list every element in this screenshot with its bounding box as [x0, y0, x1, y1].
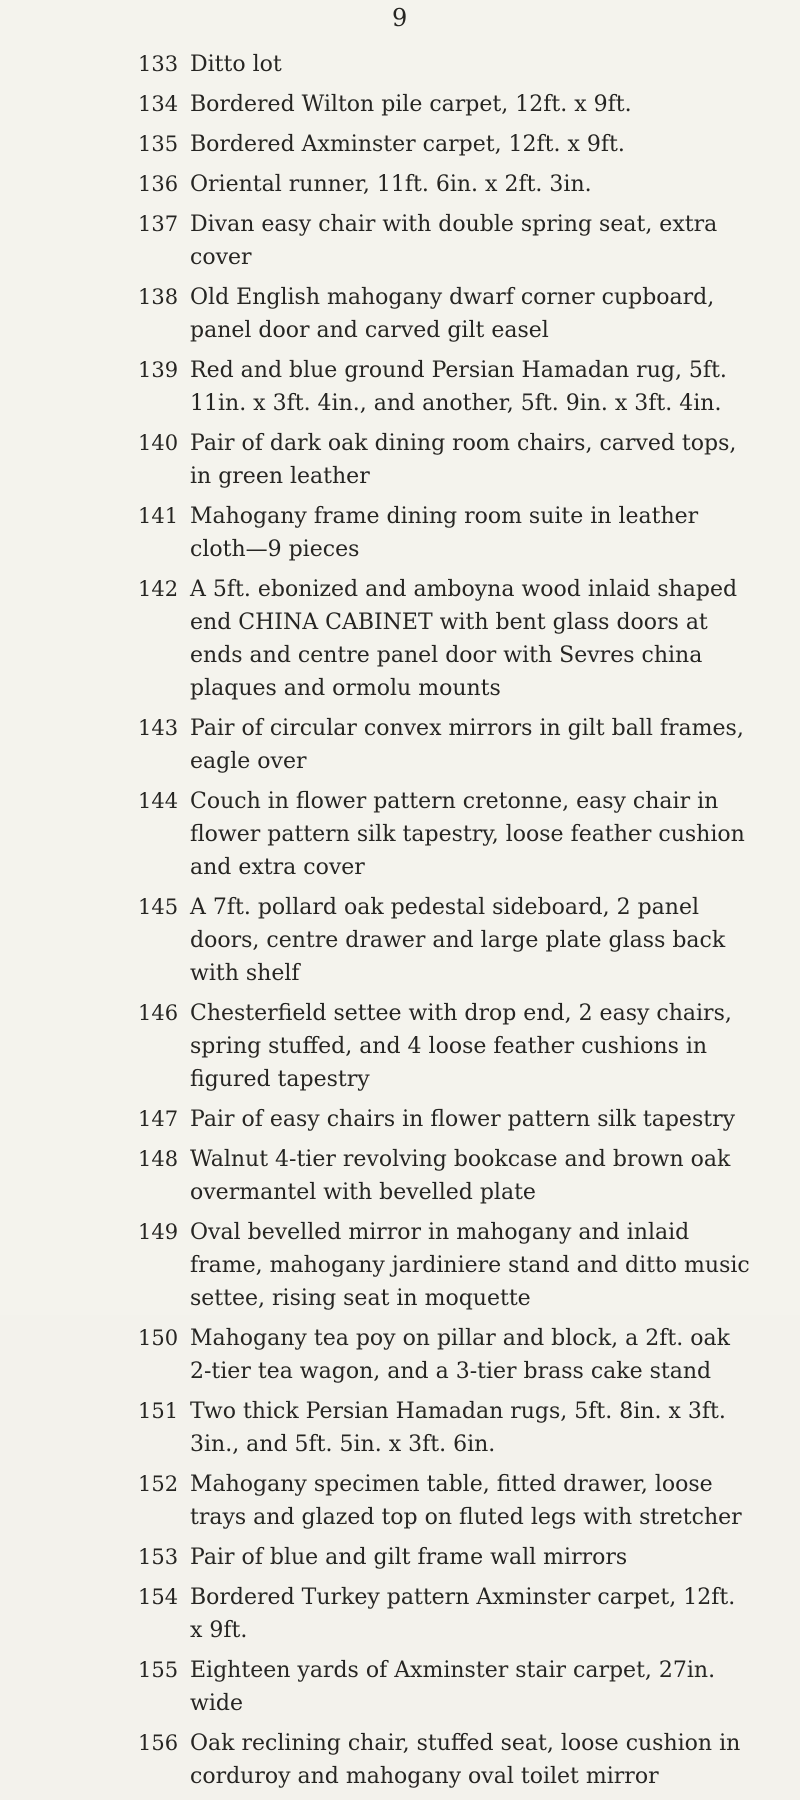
lot-entry [140, 168, 750, 201]
lot-description: Bordered Turkey pattern Axminster carpet, 12ft. x 9ft. [190, 1585, 736, 1643]
lot-description: Mahogany frame dining room suite in leather cloth—9 pieces [190, 504, 699, 562]
lot-number: 142 [138, 577, 179, 601]
lot-entry [140, 1216, 750, 1315]
lot-entry [140, 208, 750, 274]
lot-description: A 7ft. pollard oak pedestal sideboard, 2 panel doors, centre drawer and large plate glass back with shelf [190, 895, 726, 986]
lot-number: 156 [138, 1731, 179, 1755]
lot-description: Ditto lot [190, 52, 282, 77]
lot-number: 137 [138, 212, 179, 236]
lot-list [0, 48, 800, 1800]
lot-description: Bordered Axminster carpet, 12ft. x 9ft. [190, 132, 625, 157]
lot-number: 152 [138, 1472, 179, 1496]
lot-description: Two thick Persian Hamadan rugs, 5ft. 8in. x 3ft. 3in., and 5ft. 5in. x 3ft. 6in. [190, 1399, 726, 1457]
lot-entry [140, 1395, 750, 1461]
lot-number: 155 [138, 1658, 179, 1682]
lot-description: Bordered Wilton pile carpet, 12ft. x 9ft. [190, 92, 632, 117]
lot-number: 139 [138, 358, 179, 382]
lot-entry [140, 1143, 750, 1209]
lot-description: Red and blue ground Persian Hamadan rug, 5ft. 11in. x 3ft. 4in., and another, 5ft. 9in. x 3ft. 4in. [190, 358, 727, 416]
lot-description: A 5ft. ebonized and amboyna wood inlaid shaped end CHINA CABINET with bent glass doors at ends and centre panel door with Sevres china plaques and ormolu mounts [190, 577, 738, 701]
lot-number: 138 [138, 285, 179, 309]
lot-number: 141 [138, 504, 179, 528]
lot-entry [140, 88, 750, 121]
lot-number: 143 [138, 716, 179, 740]
lot-description: Old English mahogany dwarf corner cupboard, panel door and carved gilt easel [190, 285, 715, 343]
lot-number: 153 [138, 1545, 179, 1569]
lot-entry [140, 500, 750, 566]
page-number: 9 [392, 4, 408, 32]
lot-number: 154 [138, 1585, 179, 1609]
lot-entry [140, 573, 750, 705]
lot-description: Oval bevelled mirror in mahogany and inlaid frame, mahogany jardiniere stand and ditto music settee, rising seat in moquette [190, 1220, 750, 1311]
lot-description: Walnut 4-tier revolving bookcase and brown oak overmantel with bevelled plate [190, 1147, 731, 1205]
lot-entry [140, 281, 750, 347]
lot-number: 147 [138, 1107, 179, 1131]
lot-entry [140, 48, 750, 81]
lot-description: Couch in flower pattern cretonne, easy chair in flower pattern silk tapestry, loose feather cushion and extra cover [190, 789, 745, 880]
lot-description: Mahogany specimen table, fitted drawer, loose trays and glazed top on fluted legs with stretcher [190, 1472, 742, 1530]
lot-number: 145 [138, 895, 179, 919]
lot-entry [140, 785, 750, 884]
lot-entry [140, 997, 750, 1096]
lot-description: Eighteen yards of Axminster stair carpet, 27in. wide [190, 1658, 716, 1716]
lot-description: Mahogany tea poy on pillar and block, a 2ft. oak 2-tier tea wagon, and a 3-tier brass cake stand [190, 1326, 730, 1384]
lot-description: Chesterfield settee with drop end, 2 easy chairs, spring stuffed, and 4 loose feather cushions in figured tapestry [190, 1001, 732, 1092]
lot-entry [140, 712, 750, 778]
lot-number: 133 [138, 52, 179, 76]
lot-entry [140, 1103, 750, 1136]
lot-entry [140, 427, 750, 493]
lot-number: 136 [138, 172, 179, 196]
lot-description: Divan easy chair with double spring seat, extra cover [190, 212, 718, 270]
lot-number: 146 [138, 1001, 179, 1025]
lot-entry [140, 1581, 750, 1647]
lot-number: 150 [138, 1326, 179, 1350]
lot-entry [140, 1727, 750, 1793]
lot-description: Pair of blue and gilt frame wall mirrors [190, 1545, 628, 1570]
lot-number: 140 [138, 431, 179, 455]
lot-description: Oak reclining chair, stuffed seat, loose cushion in corduroy and mahogany oval toilet mirror [190, 1731, 741, 1789]
lot-number: 134 [138, 92, 179, 116]
lot-entry [140, 128, 750, 161]
lot-number: 148 [138, 1147, 179, 1171]
lot-entry [140, 1654, 750, 1720]
lot-entry [140, 1468, 750, 1534]
lot-number: 149 [138, 1220, 179, 1244]
lot-description: Pair of circular convex mirrors in gilt ball frames, eagle over [190, 716, 744, 774]
lot-description: Pair of easy chairs in flower pattern silk tapestry [190, 1107, 736, 1132]
lot-description: Oriental runner, 11ft. 6in. x 2ft. 3in. [190, 172, 592, 197]
lot-description: Pair of dark oak dining room chairs, carved tops, in green leather [190, 431, 737, 489]
lot-number: 151 [138, 1399, 179, 1423]
lot-number: 144 [138, 789, 179, 813]
lot-number: 135 [138, 132, 179, 156]
lot-entry [140, 891, 750, 990]
lot-entry [140, 354, 750, 420]
lot-entry [140, 1541, 750, 1574]
lot-entry [140, 1322, 750, 1388]
